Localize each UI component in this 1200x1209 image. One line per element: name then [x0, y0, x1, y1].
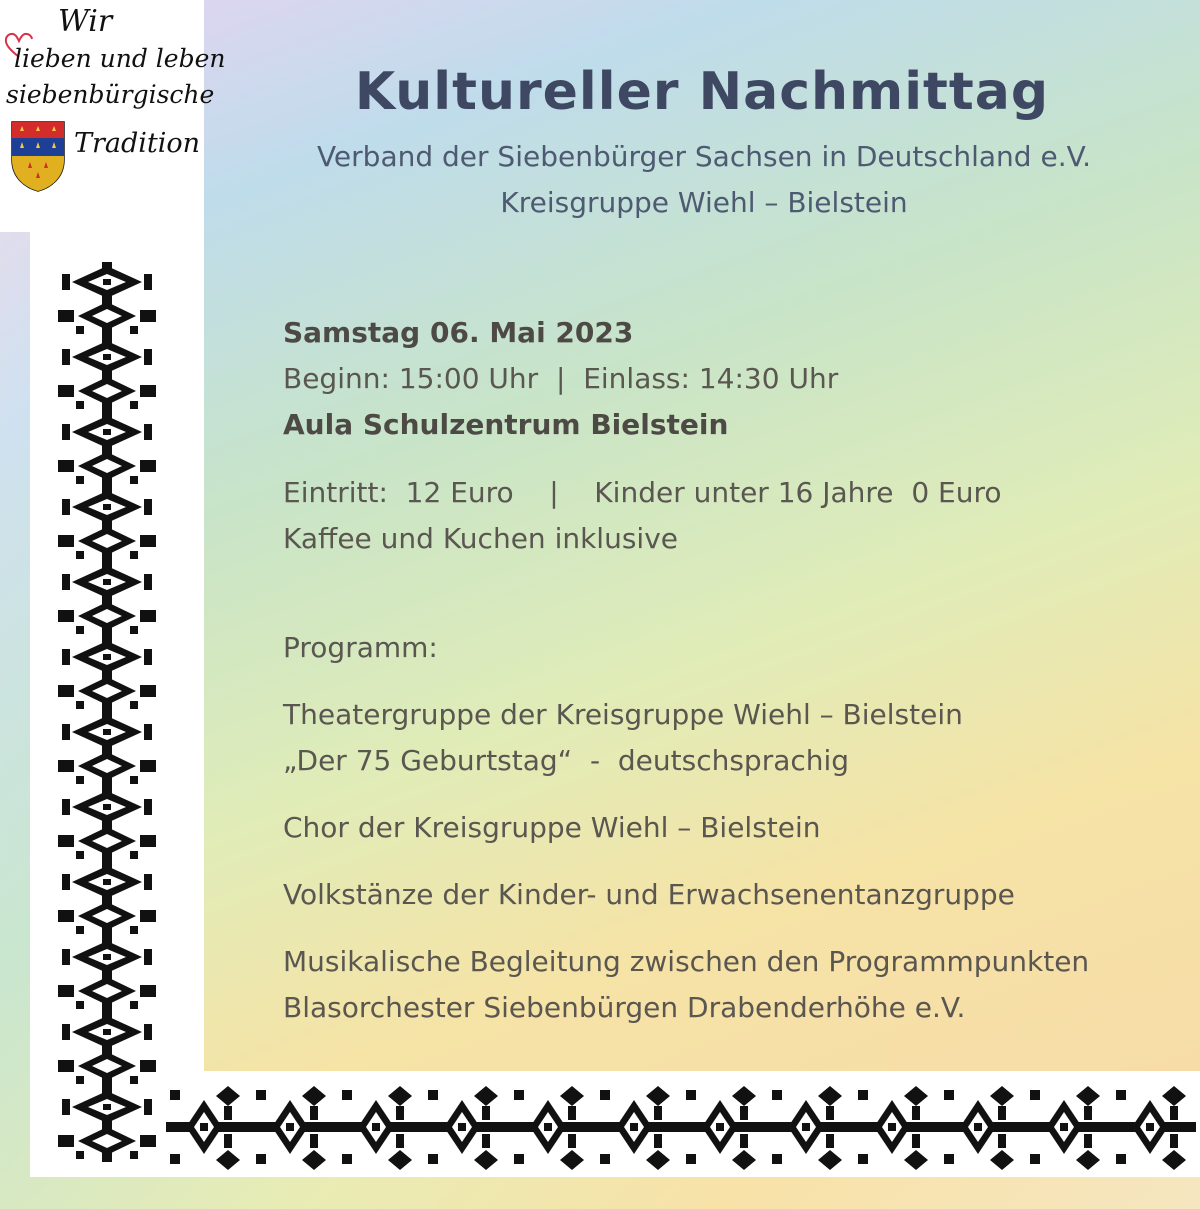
event-times: Beginn: 15:00 Uhr | Einlass: 14:30 Uhr: [283, 362, 839, 395]
embroidery-border-horizontal: [166, 1082, 1196, 1174]
organization-name: Verband der Siebenbürger Sachsen in Deutschland e.V.: [316, 140, 1092, 173]
program-heading: Programm:: [283, 631, 438, 664]
program-item-theater-title: „Der 75 Geburtstag“ - deutschsprachig: [283, 744, 850, 777]
embroidery-border-vertical: [56, 262, 158, 1162]
event-date: Samstag 06. Mai 2023: [283, 316, 634, 349]
event-admission: Eintritt: 12 Euro | Kinder unter 16 Jahre 0 Euro: [283, 476, 1002, 509]
crest-icon: [10, 120, 66, 192]
event-venue: Aula Schulzentrum Bielstein: [283, 408, 729, 441]
logo-text-wir: Wir: [58, 4, 113, 39]
program-item-dances: Volkstänze der Kinder- und Erwachsenentanzgruppe: [283, 878, 1015, 911]
program-item-music: Musikalische Begleitung zwischen den Programmpunkten: [283, 945, 1090, 978]
program-item-choir: Chor der Kreisgruppe Wiehl – Bielstein: [283, 811, 821, 844]
program-item-orchestra: Blasorchester Siebenbürgen Drabenderhöhe e.V.: [283, 991, 966, 1024]
group-name: Kreisgruppe Wiehl – Bielstein: [500, 186, 908, 219]
logo-text-lieben: lieben und leben: [14, 44, 226, 73]
logo-text-tradition: Tradition: [74, 128, 201, 159]
event-catering: Kaffee und Kuchen inklusive: [283, 522, 678, 555]
program-item-theater: Theatergruppe der Kreisgruppe Wiehl – Bielstein: [283, 698, 963, 731]
logo-text-siebenbuergische: siebenbürgische: [6, 80, 215, 109]
page-title: Kultureller Nachmittag: [354, 62, 1050, 122]
